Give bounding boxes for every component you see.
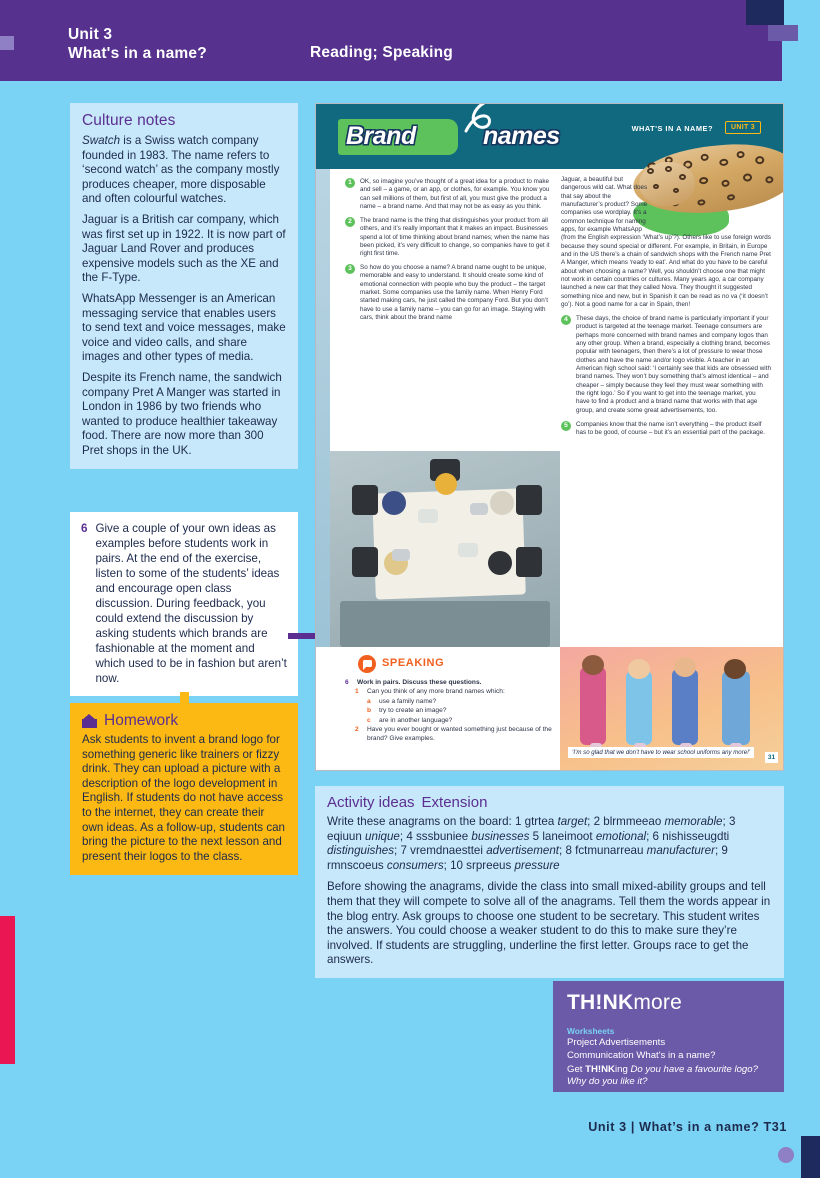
speaking-item-number: 1 xyxy=(355,688,359,696)
article-paragraph xyxy=(345,217,558,259)
cartoon-head xyxy=(724,659,746,679)
homework-heading-label: Homework xyxy=(104,712,179,729)
paragraph-number-badge: 5 xyxy=(561,421,571,431)
think-more-subheading: Worksheets xyxy=(567,1026,615,1036)
speaking-exercise xyxy=(345,678,555,744)
cartoon-figure xyxy=(580,667,606,745)
header-unit-title xyxy=(68,25,207,63)
think-more-title-light: more xyxy=(633,991,682,1014)
article-column-right xyxy=(561,176,771,443)
cartoon-figure xyxy=(672,669,698,745)
paragraph-number-badge: 4 xyxy=(561,315,571,325)
continued-text: Jaguar, a beautiful but dangerous wild cat. What does that say about the manufacturer’s product? Some companies use wordplay. It’s a common technique for naming apps, for example WhatsApp (from the English expression ‘What’s up’?). Others like to use foreign words because they sound special or different. For example, in Britain, in Europe and in the US there’s a chain of sandwich shops with the French name Pret A Manger, which means ‘ready to eat’. And what do you have to be careful about when choosing a name? Well, you shouldn’t choose one that might not work in certain countries or cultures. Many years ago, a car company launched a new car that they called Nova. They thought it suggested something nice and new, but in Spanish it can be read as no va (‘it doesn’t go’). Not a good name for a car in Spain, then! xyxy=(561,176,771,309)
think-more-item[interactable]: Communication What's in a name? xyxy=(567,1050,716,1062)
photo-person xyxy=(488,551,512,575)
paragraph-text: These days, the choice of brand name is particularly important if your product is targeted at the teenage market. Teenage consumers are perhaps more concerned with brand names and company logos than any other group. When a brand, especially a clothing brand, becomes popular with teenagers, then there’s a lot of pressure to wear those clothes and have the name and/or logo visible. A teacher in an American high school said: ‘I certainly see that kids are obsessed with brand names. They won’t buy something that’s almost identical – and cheaper – simply because they feel they must wear something with the right logo.’ So if you want to get into the teenage market, you have to find a product and a brand name that works with that age group, and create some great advertisements, too. xyxy=(576,315,771,414)
paragraph-text: OK, so imagine you’ve thought of a great idea for a product to make and sell – a game, or an app, or clothes, for example. You know you can sell millions of them, but first of all, you must give the product a name – a brand name. And that may not be as easy as you think. xyxy=(360,178,550,211)
header-lilac-square xyxy=(768,25,798,41)
photo-chair xyxy=(516,547,542,577)
header-unit-number: Unit 3 xyxy=(68,26,113,43)
footer-navy-block xyxy=(801,1136,820,1178)
banner-title-names: names xyxy=(483,122,560,150)
photo-laptop xyxy=(470,503,488,515)
activity-body-text: Before showing the anagrams, divide the class into small mixed-ability groups and tell them that they will compete to solve all of the anagrams. Tell them the words appear in the blog entry. Ask groups to choose one student to be secretary. This student writes the answers. You could choose a weaker student to do this to make sure they’re involved. If students are struggling, underline the first letter. Groups race to get the answers. xyxy=(327,880,771,967)
cartoon-head xyxy=(628,659,650,679)
think-more-title xyxy=(567,991,770,1015)
speaking-item-number: c xyxy=(367,716,371,724)
paragraph-text: So how do you choose a name? A brand name ought to be unique, memorable and easy to understand. It should create some kind of emotional connection with people who buy the product – the target market. Some companies use the family name. When Henry Ford started making cars, he just called the company Ford. But you don’t have to use a family name – you can go for an image. Staying with cars, think about the brand name xyxy=(360,264,548,322)
homework-heading xyxy=(82,712,286,730)
student-page-number: 31 xyxy=(765,752,778,763)
photo-chair xyxy=(352,547,378,577)
article-left-gradient-bar xyxy=(316,169,330,647)
header-unit-name: What's in a name? xyxy=(68,45,207,62)
paragraph-number-badge: 3 xyxy=(345,264,355,274)
think-more-get-thinking[interactable]: Get TH!NKing Do you have a favourite logo? Why do you like it? xyxy=(567,1063,758,1088)
cartoon-illustration xyxy=(560,647,784,771)
photo-person xyxy=(382,491,406,515)
student-article xyxy=(316,169,783,647)
student-book-page-preview xyxy=(315,103,784,771)
culture-notes-box xyxy=(70,103,298,469)
header-left-tab xyxy=(0,36,14,50)
speaking-item-number: 2 xyxy=(355,726,359,734)
paragraph-number-badge: 2 xyxy=(345,217,355,227)
photo-laptop xyxy=(458,543,478,557)
culture-note-paragraph: Swatch is a Swiss watch company founded in 1983. The name refers to ‘second watch’ as the company mostly produces cheaper, more disposable and often colourful watches. xyxy=(82,134,280,206)
activity-anagrams: Write these anagrams on the board: 1 gtrtea target; 2 blrmmeeao memorable; 3 eqiuun unique; 4 sssbuniee businesses 5 laneimoot emotional; 6 nishisseugdti distinguishes; 7 vremdnaesttei advertisement; 8 fctmunarreau manufacturer; 9 rmnscoeus consumers; 10 srpreeus pressure xyxy=(327,815,736,872)
speaking-lead: Work in pairs. Discuss these questions. xyxy=(357,679,482,686)
speaking-item-text: Can you think of any more brand names which: xyxy=(367,688,505,696)
banner-unit-label: WHAT'S IN A NAME? xyxy=(631,124,713,133)
activity-ideas-box xyxy=(315,786,784,978)
culture-note-paragraph: Despite its French name, the sandwich company Pret A Manger was started in London in 1986 by two friends who wanted to produce healthier takeaway food. There are now more than 300 Pret shops in the UK. xyxy=(82,370,282,457)
article-paragraph xyxy=(345,264,558,322)
photo-laptop xyxy=(392,549,410,561)
photo-laptop xyxy=(418,509,438,523)
homework-box xyxy=(70,703,298,875)
speaking-section xyxy=(330,647,560,771)
cartoon-head xyxy=(582,655,604,675)
think-more-item[interactable]: Project Advertisements xyxy=(567,1037,666,1048)
speaking-item-text: try to create an image? xyxy=(379,707,447,715)
activity-ideas-heading xyxy=(327,794,772,811)
speaking-item xyxy=(355,687,555,696)
photo-person xyxy=(490,491,514,515)
teacher-tip-number: 6 xyxy=(81,522,88,535)
header-navy-square xyxy=(746,0,784,25)
photo-chair xyxy=(352,485,378,515)
culture-note-paragraph: Jaguar is a British car company, which was first set up in 1922. It is now part of Jaguar Land Rover and produces expensive models such as the XE and the F-Type. xyxy=(82,212,286,285)
paragraph-number-badge: 1 xyxy=(345,178,355,188)
speaking-item-number: b xyxy=(367,707,372,715)
article-paragraph xyxy=(561,315,771,415)
cartoon-figure xyxy=(722,671,750,745)
paragraph-text: The brand name is the thing that distinguishes your product from all others, and it’s really important that it makes an impact. Businesses spend a lot of time thinking about brand names; when the name has been picked, it’s very difficult to change, so companies have to get it right first time. xyxy=(360,216,550,258)
teacher-tip-text: Give a couple of your own ideas as examples before students work in pairs. At the end of the exercise, listen to some of the students’ ideas and encourage open class discussion. During feedback, you could extend the discussion by asking students which brands are fashionable at the moment and which used to be in fashion but aren’t now. xyxy=(95,522,287,685)
speaking-item xyxy=(355,725,555,744)
speaking-label: SPEAKING xyxy=(382,657,445,669)
homework-text: Ask students to invent a brand logo for something generic like trainers or fizzy drink. They can upload a picture with a description of the logo development in English. If students do not have access to the internet, they can create their own ideas. As a follow-up, students can bring the picture to the next lesson and present their logos to the class. xyxy=(82,733,286,863)
article-paragraph xyxy=(561,421,771,438)
cartoon-figure xyxy=(626,671,652,745)
speaking-item xyxy=(367,697,555,706)
think-more-title-bold: TH!NK xyxy=(567,991,634,1014)
cartoon-caption: ‘I’m so glad that we don’t have to wear school uniforms any more!’ xyxy=(568,747,754,758)
header-skills: Reading; Speaking xyxy=(310,44,453,61)
photo-person xyxy=(435,473,457,495)
banner-title-brand: Brand xyxy=(346,122,416,150)
house-icon xyxy=(82,714,97,728)
speaking-item xyxy=(367,706,555,715)
footer-dot xyxy=(778,1147,794,1163)
speaking-item-text: Have you ever bought or wanted something just because of the brand? Give examples. xyxy=(367,726,552,743)
text-wrap-spacer xyxy=(653,176,771,231)
speaking-item-text: use a family name? xyxy=(379,697,437,705)
speaking-item-number: a xyxy=(367,697,371,705)
speech-bubble-icon xyxy=(358,655,376,673)
speaking-lead-row xyxy=(345,678,555,687)
think-more-box xyxy=(553,981,784,1092)
culture-notes-heading: Culture notes xyxy=(82,112,176,129)
cartoon-head xyxy=(674,657,696,677)
office-photo xyxy=(330,451,560,647)
page-footer: Unit 3 | What’s in a name? T31 xyxy=(588,1120,787,1134)
paragraph-text: Companies know that the name isn’t everything – the product itself has to be good, of course – but it’s an essential part of the package. xyxy=(576,420,765,436)
speaking-item xyxy=(367,716,555,725)
photo-rug xyxy=(340,601,550,647)
article-column-left xyxy=(345,178,558,328)
article-continued-text xyxy=(561,176,771,310)
speaking-teacher-number: 6 xyxy=(345,679,349,686)
magenta-side-bar xyxy=(0,916,15,1064)
activity-ideas-title: Activity ideas xyxy=(327,794,415,811)
activity-ideas-subtitle: Extension xyxy=(421,794,488,811)
article-paragraph xyxy=(345,178,558,211)
banner-unit-badge: UNIT 3 xyxy=(725,121,761,134)
culture-note-paragraph: WhatsApp Messenger is an American messaging service that enables users to send text and voice messages, make voice and video calls, and share images and other types of media. xyxy=(82,291,286,364)
teacher-tip-box xyxy=(70,512,298,696)
speaking-item-text: are in another language? xyxy=(379,716,453,724)
photo-chair xyxy=(516,485,542,515)
